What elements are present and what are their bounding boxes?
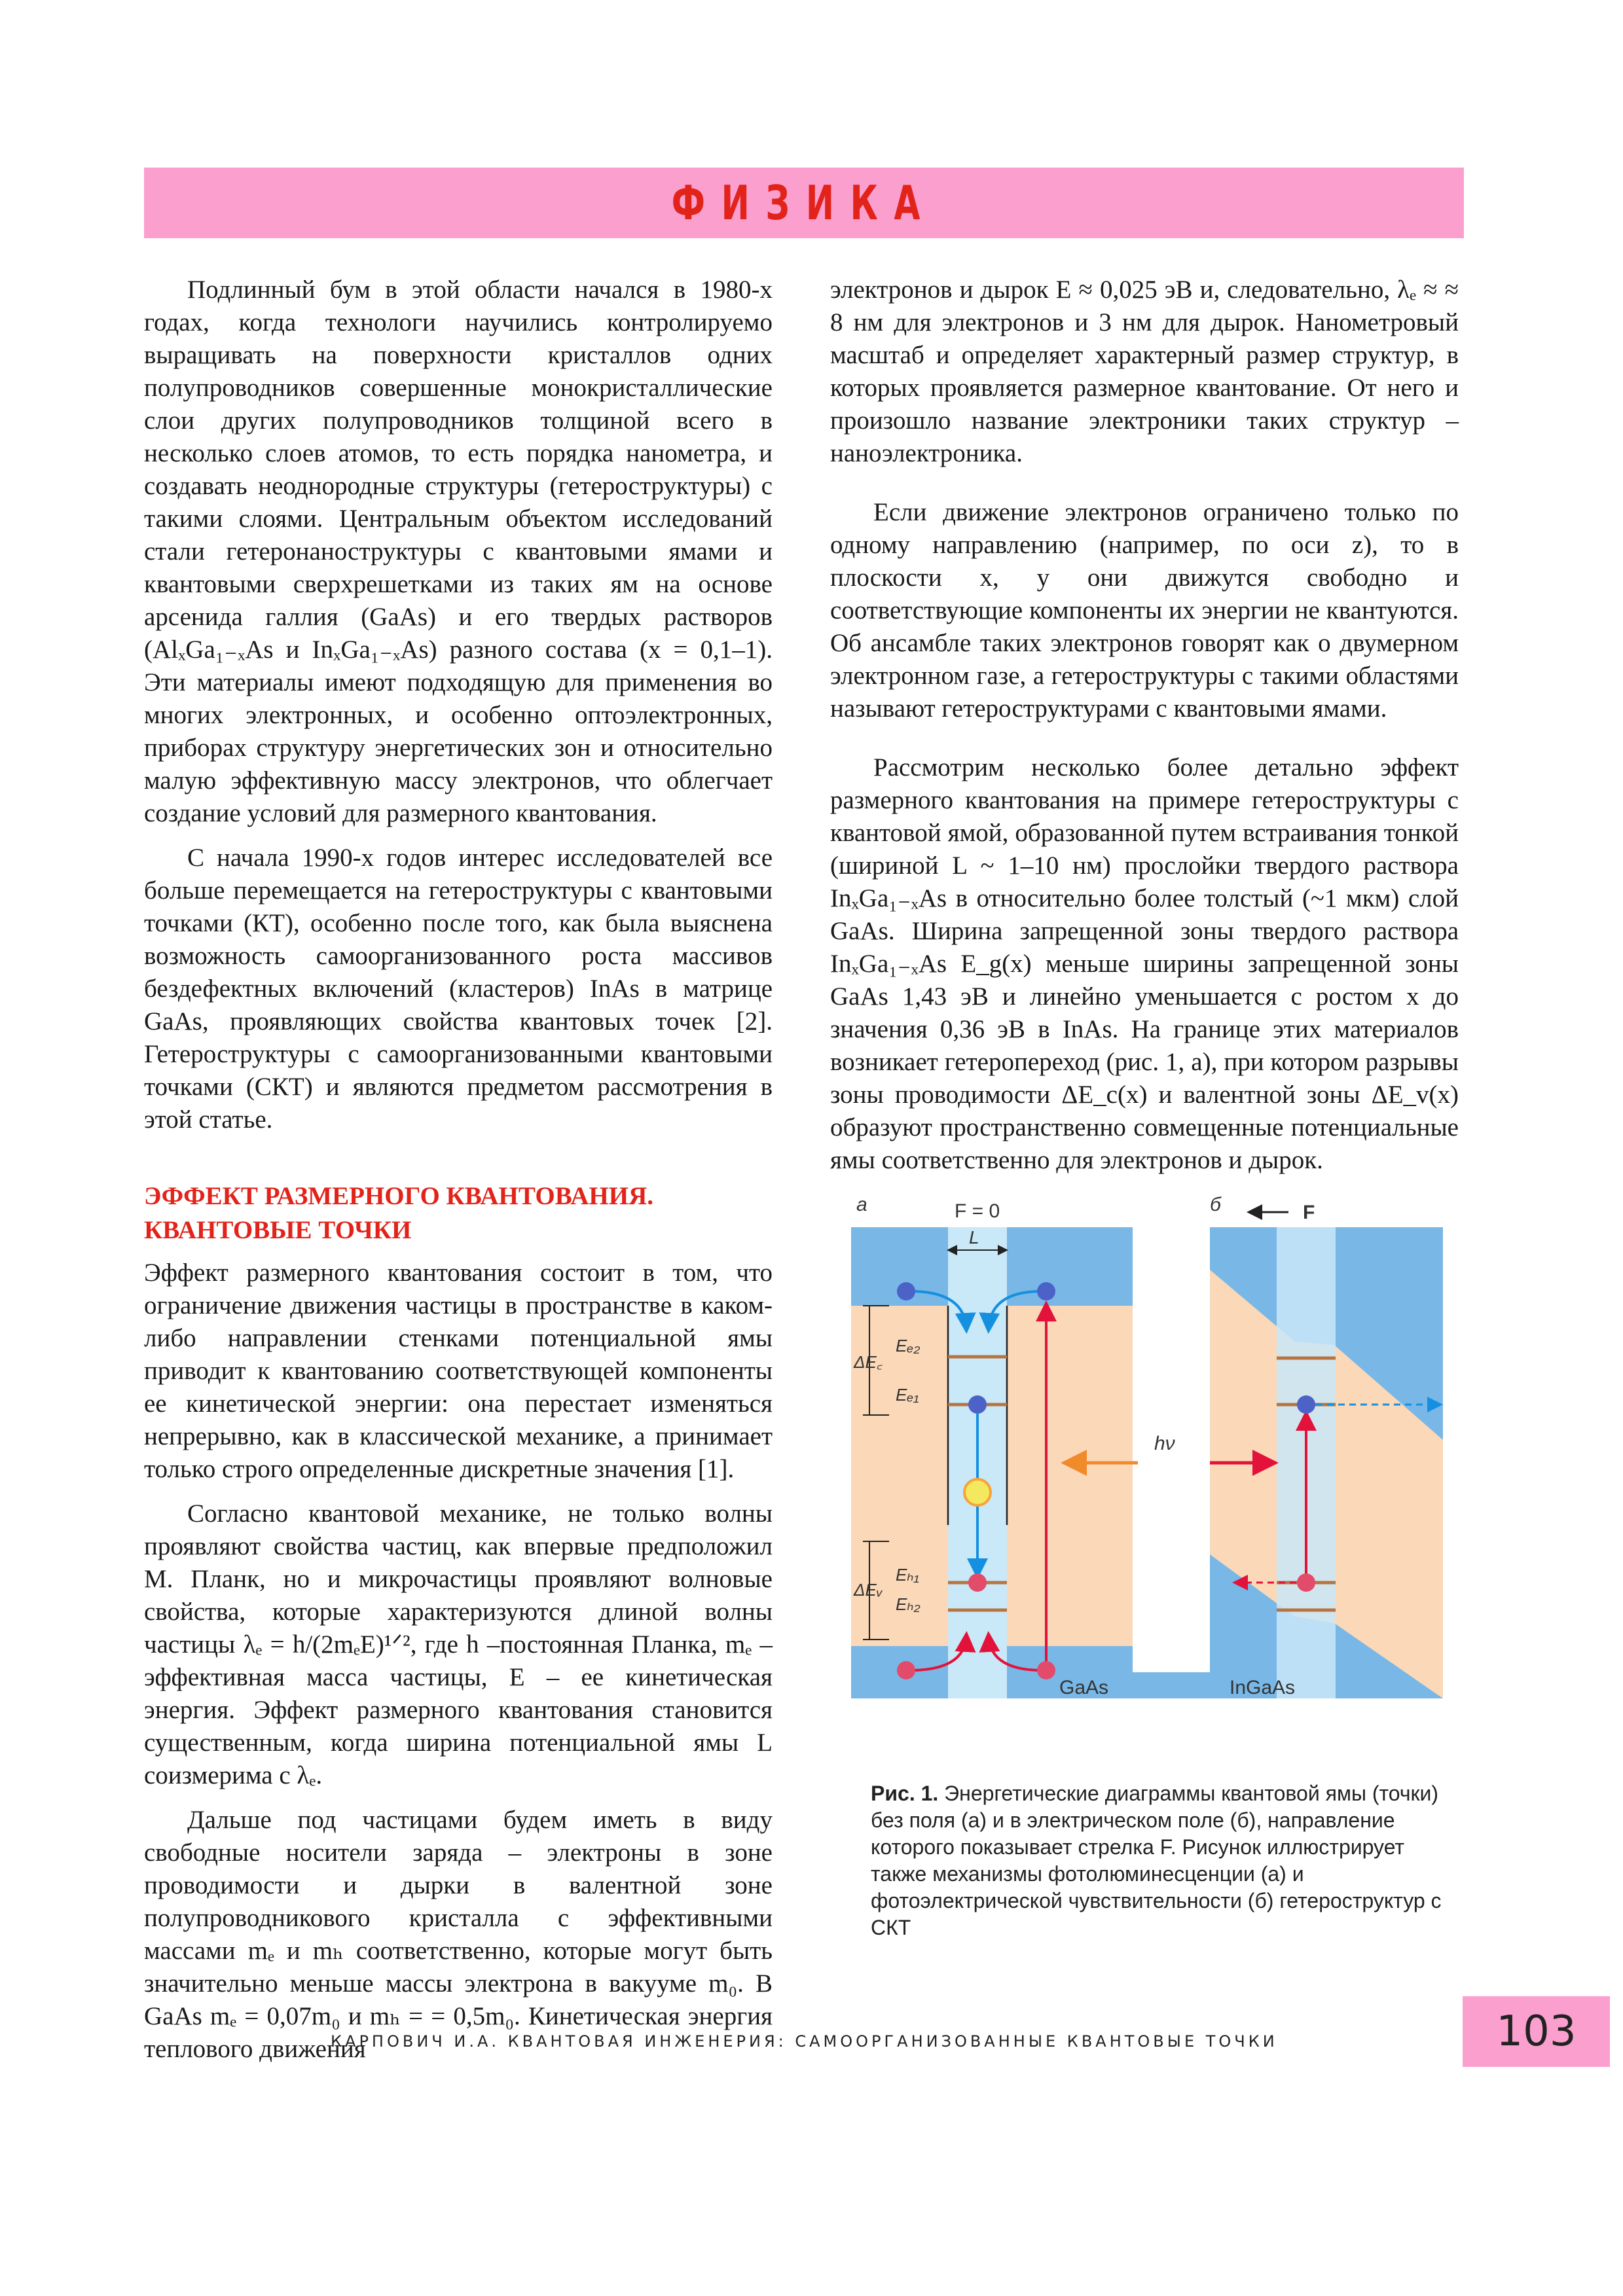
section-banner (144, 168, 1464, 238)
section-heading (144, 1179, 773, 1247)
electron-icon (1037, 1282, 1055, 1300)
zero-field-label: F = 0 (955, 1200, 1000, 1222)
caption-text: Энергетические диаграммы квантовой ямы (точки) без поля (а) и в электрическом поле (б), направление которого показывает стрелка F. Рисунок иллюстрирует также механизмы фотолюминесценции (а) и фотоэлектрической чувствительности (б) гетероструктур с СКТ (871, 1782, 1442, 1939)
ee2-label: Eₑ₂ (896, 1336, 921, 1355)
left-column (144, 274, 773, 2077)
section-title: ФИЗИКА (671, 175, 937, 230)
paragraph: электронов и дырок E ≈ 0,025 эВ и, следовательно, λₑ ≈ ≈ 8 нм для электронов и 3 нм для дырок. Нанометровый масштаб и определяет характерный размер структур, в которых проявляется размерное квантование. От него и произошло название электроники таких структур – наноэлектроника. (830, 276, 1459, 467)
paragraph: Рассмотрим несколько более детально эффект размерного квантования на примере гетероструктуры с квантовой ямой, образованной путем встраивания тонкой (шириной L ~ 1–10 нм) прослойки твердого раствора InₓGa₁₋ₓAs в относительно более толстый (~1 мкм) слой GaAs. Ширина запрещенной зоны твердого раствора InₓGa₁₋ₓAs E_g(x) меньше ширины запрещенной зоны GaAs 1,43 эВ и линейно уменьшается с ростом x до значения 0,36 эВ в InAs. На границе этих материалов возникает гетеропереход (рис. 1, а), при котором разрывы зоны проводимости ΔE_c(x) и валентной зоны ΔE_v(x) образуют пространственно совмещенные потенциальные ямы соответственно для электронов и дырок. (830, 753, 1459, 1174)
delta-ec-label: ΔE꜀ (854, 1352, 883, 1372)
eh2-label: Eₕ₂ (896, 1594, 921, 1614)
figure-caption (871, 1780, 1453, 1941)
energy-diagram-svg (830, 1185, 1464, 1741)
photon-emission-icon (964, 1479, 991, 1505)
right-column (830, 274, 1459, 1189)
electron-icon (1297, 1395, 1315, 1414)
paragraph: Согласно квантовой механике, не только волны проявляют свойства частиц, как впервые предположил М. Планк, но и микрочастицы проявляют волновые свойства, которые характеризуются длиной волны частицы λₑ = h/(2mₑE)¹ᐟ², где h –постоянная Планка, mₑ – эффективная масса частицы, E – ее кинетическая энергия. Эффект размерного квантования становится существенным, когда ширина потенциальной ямы L соизмерима с λₑ. (144, 1499, 773, 1789)
hole-icon (897, 1661, 915, 1679)
hole-icon (1037, 1661, 1055, 1679)
hole-icon (1297, 1573, 1315, 1592)
field-vector-label: F (1303, 1202, 1315, 1223)
page-number-box (1463, 1996, 1610, 2067)
well-width-label: L (969, 1227, 979, 1247)
delta-ev-label: ΔEᵥ (854, 1580, 883, 1600)
ee1-label: Eₑ₁ (896, 1385, 919, 1405)
hole-icon (968, 1573, 987, 1592)
running-footer: КАРПОВИЧ И.А. КВАНТОВАЯ ИНЖЕНЕРИЯ: САМООРГАНИЗОВАННЫЕ КВАНТОВЫЕ ТОЧКИ (331, 2032, 1278, 2051)
paragraph: Эффект размерного квантования состоит в том, что ограничение движения частицы в пространстве в каком-либо направлении стенками потенциальной ямы приводит к квантованию соответствующей компоненты ее кинетической энергии: она перестает изменяться непрерывно, как в классической механике, а принимает только строго определенные дискретные значения [1]. (144, 1259, 773, 1483)
caption-label: Рис. 1. (871, 1782, 939, 1805)
gaas-label: GaAs (1059, 1677, 1109, 1698)
panel-a-label: а (856, 1194, 867, 1215)
photon-label: hν (1154, 1433, 1175, 1454)
paragraph: Дальше под частицами будем иметь в виду свободные носители заряда – электроны в зоне проводимости и дырки в валентной зоне полупроводникового кристалла с эффективными массами mₑ и mₕ соответственно, которые могут быть значительно меньше массы электрона в вакууме m₀. В GaAs mₑ = 0,07m₀ и mₕ = = 0,5m₀. Кинетическая энергия теплового движения (144, 1806, 773, 2063)
panel-b-label: б (1210, 1194, 1221, 1215)
electron-icon (897, 1282, 915, 1300)
section-heading-line: КВАНТОВЫЕ ТОЧКИ (144, 1216, 412, 1244)
electron-icon (968, 1395, 987, 1414)
page-number: 103 (1496, 2007, 1577, 2056)
eh1-label: Eₕ₁ (896, 1565, 919, 1585)
energy-diagram-figure (830, 1185, 1464, 1741)
ingaas-label: InGaAs (1230, 1677, 1296, 1698)
section-heading-line: ЭФФЕКТ РАЗМЕРНОГО КВАНТОВАНИЯ. (144, 1182, 654, 1210)
paragraph: Если движение электронов ограничено только по одному направлению (например, по оси z), то в плоскости x, y они движутся свободно и соответствующие компоненты их энергии не квантуются. Об ансамбле таких электронов говорят как о двумерном электронном газе, а гетероструктуры с такими областями называют гетероструктурами с квантовыми ямами. (830, 498, 1459, 723)
paragraph: Подлинный бум в этой области начался в 1980-х годах, когда технологи научились контролируемо выращивать на поверхности кристаллов одних полупроводников совершенные монокристаллические слои других полупроводников толщиной всего в несколько слоев атомов, то есть порядка нанометра, и создавать неоднородные структуры (гетероструктуры) с такими слоями. Центральным объектом исследований стали гетеронаноструктуры с квантовыми ямами и квантовыми сверхрешетками из таких ям на основе арсенида галлия (GaAs) и его твердых растворов (AlₓGa₁₋ₓAs и InₓGa₁₋ₓAs) разного состава (x = 0,1–1). Эти материалы имеют подходящую для применения во многих электронных, и особенно оптоэлектронных, приборах структуру энергетических зон и относительно малую эффективную массу электронов, что облегчает создание условий для размерного квантования. (144, 276, 773, 827)
paragraph: С начала 1990-х годов интерес исследователей все больше перемещается на гетероструктуры с квантовыми точками (КТ), особенно после того, как была выяснена возможность самоорганизованного роста массивов бездефектных включений (кластеров) InAs в матрице GaAs, проявляющих свойства квантовых точек [2]. Гетероструктуры с самоорганизованными квантовыми точками (СКТ) и являются предметом рассмотрения в этой статье. (144, 844, 773, 1134)
